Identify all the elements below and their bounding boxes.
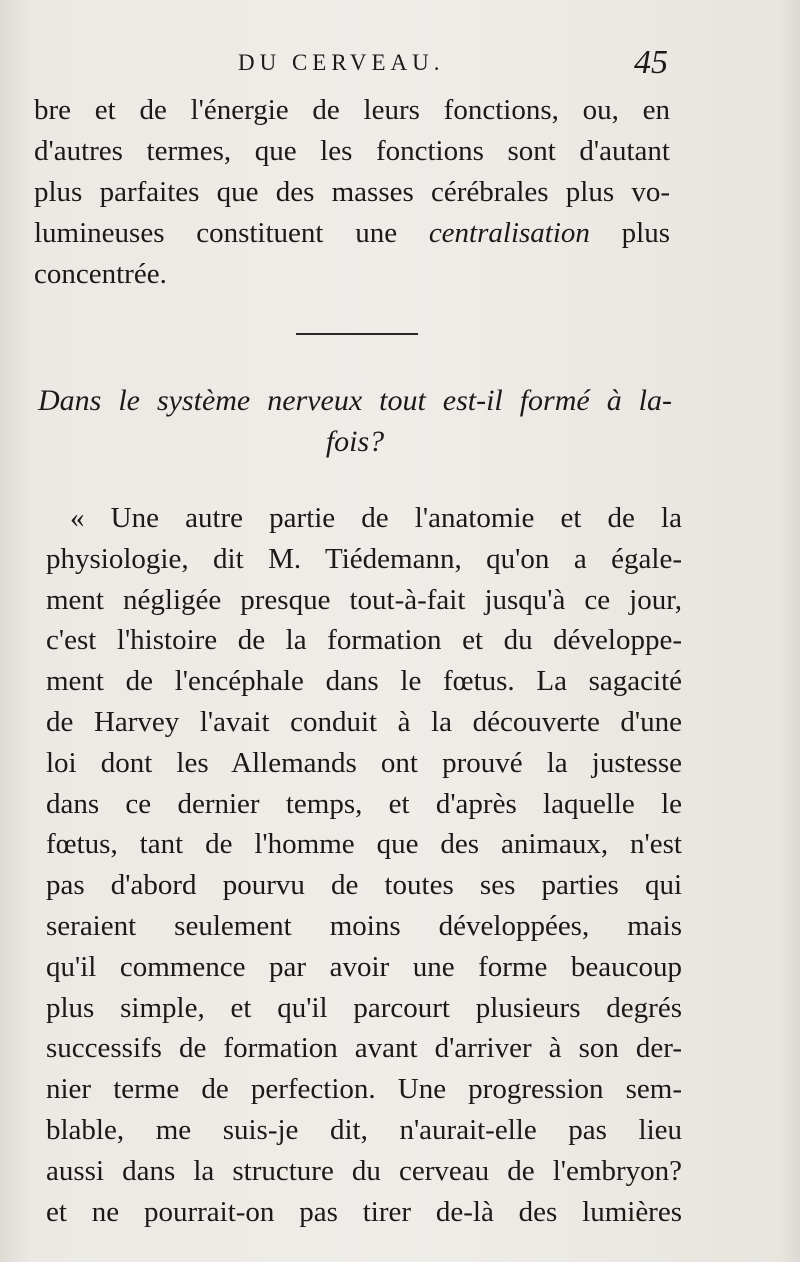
- text-line: bre et de l'énergie de leurs fonctions, ou, en: [34, 94, 670, 126]
- text-segment: lumineuses constituent une: [34, 217, 398, 249]
- text-line: blable, me suis-je dit, n'aurait-elle pas lieu: [46, 1113, 682, 1146]
- section-heading: [38, 380, 672, 462]
- page-header: [0, 44, 800, 84]
- text-line: concentrée.: [34, 258, 167, 290]
- text-line-with-emphasis: [34, 213, 670, 254]
- text-line: plus simple, et qu'il parcourt plusieurs degrés: [46, 991, 682, 1024]
- text-line: successifs de formation avant d'arriver à son der-: [46, 1032, 682, 1065]
- text-line: plus parfaites que des masses cérébrales plus vo-: [34, 176, 670, 208]
- text-line: fœtus, tant de l'homme que des animaux, n'est: [46, 828, 682, 861]
- paragraph-1: [34, 90, 670, 295]
- text-line: dans ce dernier temps, et d'après laquelle le: [46, 787, 682, 820]
- text-line: « Une autre partie de l'anatomie et de la: [70, 502, 682, 534]
- text-line: d'autres termes, que les fonctions sont d'autant: [34, 135, 670, 167]
- running-title: DU CERVEAU.: [238, 50, 445, 75]
- text-line: c'est l'histoire de la formation et du développe-: [46, 624, 682, 657]
- page-number: 45: [634, 44, 668, 81]
- emphasized-word: centralisation: [428, 217, 590, 249]
- text-line: ment de l'encéphale dans le fœtus. La sagacité: [46, 665, 682, 698]
- text-line: de Harvey l'avait conduit à la découverte d'une: [46, 705, 682, 738]
- text-line: nier terme de perfection. Une progression sem-: [46, 1073, 682, 1106]
- paragraph-2: [46, 498, 682, 1232]
- text-line: loi dont les Allemands ont prouvé la justesse: [46, 746, 682, 779]
- text-line: pas d'abord pourvu de toutes ses parties qui: [46, 869, 682, 902]
- text-line: aussi dans la structure du cerveau de l'embryon?: [46, 1154, 682, 1187]
- text-line: et ne pourrait-on pas tirer de-là des lumières: [46, 1195, 682, 1228]
- section-divider: [296, 333, 418, 335]
- text-line: physiologie, dit M. Tiédemann, qu'on a égale-: [46, 542, 682, 575]
- heading-line: Dans le système nerveux tout est-il formé à la-: [38, 384, 672, 417]
- text-line: qu'il commence par avoir une forme beaucoup: [46, 950, 682, 983]
- text-segment: plus: [621, 217, 670, 249]
- text-line: seraient seulement moins développées, mais: [46, 909, 682, 942]
- text-line: ment négligée presque tout-à-fait jusqu'à ce jour,: [46, 583, 682, 616]
- heading-line: fois?: [325, 425, 385, 458]
